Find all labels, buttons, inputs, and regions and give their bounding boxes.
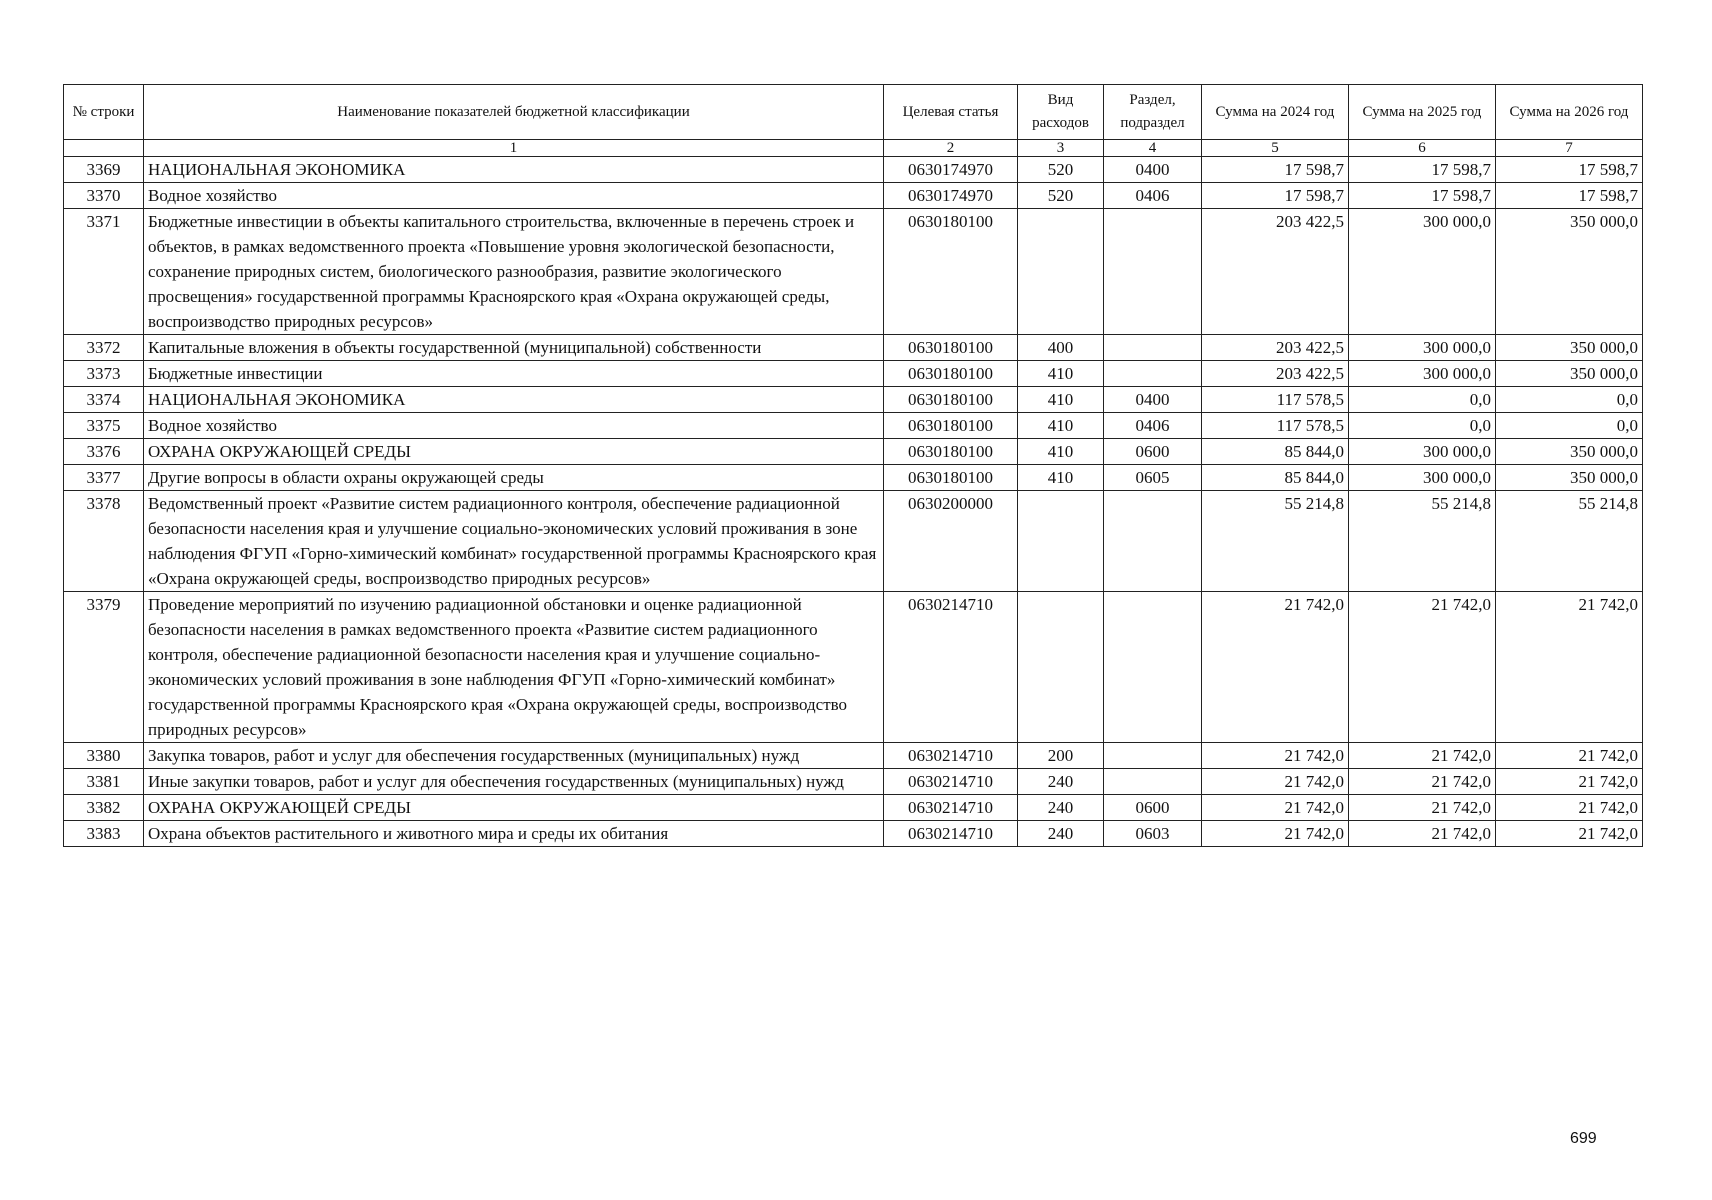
sum-2024-cell: 17 598,7: [1202, 157, 1349, 183]
row-name-cell: ОХРАНА ОКРУЖАЮЩЕЙ СРЕДЫ: [144, 439, 884, 465]
expense-type-cell: 410: [1018, 387, 1104, 413]
row-number-cell: 3378: [64, 491, 144, 592]
header-name: Наименование показателей бюджетной классификации: [144, 85, 884, 140]
sum-2026-cell: 21 742,0: [1496, 592, 1643, 743]
table-row: [64, 439, 1643, 465]
section-cell: [1104, 592, 1202, 743]
row-name-cell: Водное хозяйство: [144, 413, 884, 439]
section-cell: [1104, 209, 1202, 335]
sum-2025-cell: 21 742,0: [1349, 592, 1496, 743]
section-cell: [1104, 335, 1202, 361]
sum-2025-cell: 17 598,7: [1349, 183, 1496, 209]
row-name-cell: Охрана объектов растительного и животного мира и среды их обитания: [144, 821, 884, 847]
budget-table: [63, 84, 1643, 847]
row-name-cell: Ведомственный проект «Развитие систем радиационного контроля, обеспечение радиационной безопасности населения края и улучшение социально-экономических условий проживания в зоне наблюдения ФГУП «Горно-химический комбинат» государственной программы Красноярского края «Охрана окружающей среды, воспроизводство природных ресурсов»: [144, 491, 884, 592]
row-name-cell: Водное хозяйство: [144, 183, 884, 209]
table-row: [64, 795, 1643, 821]
sum-2026-cell: 350 000,0: [1496, 209, 1643, 335]
sum-2024-cell: 17 598,7: [1202, 183, 1349, 209]
sum-2024-cell: 117 578,5: [1202, 387, 1349, 413]
target-article-cell: 0630214710: [884, 795, 1018, 821]
sum-2025-cell: 300 000,0: [1349, 465, 1496, 491]
sum-2024-cell: 21 742,0: [1202, 592, 1349, 743]
row-number-cell: 3377: [64, 465, 144, 491]
column-number: 6: [1349, 140, 1496, 157]
sum-2025-cell: 0,0: [1349, 387, 1496, 413]
section-cell: 0406: [1104, 413, 1202, 439]
row-name-cell: Другие вопросы в области охраны окружающей среды: [144, 465, 884, 491]
sum-2026-cell: 0,0: [1496, 387, 1643, 413]
section-cell: [1104, 743, 1202, 769]
expense-type-cell: 200: [1018, 743, 1104, 769]
sum-2024-cell: 85 844,0: [1202, 439, 1349, 465]
expense-type-cell: 240: [1018, 821, 1104, 847]
section-cell: 0400: [1104, 157, 1202, 183]
sum-2026-cell: 21 742,0: [1496, 821, 1643, 847]
sum-2026-cell: 21 742,0: [1496, 795, 1643, 821]
target-article-cell: 0630214710: [884, 592, 1018, 743]
row-name-cell: НАЦИОНАЛЬНАЯ ЭКОНОМИКА: [144, 387, 884, 413]
row-number-cell: 3372: [64, 335, 144, 361]
table-row: [64, 183, 1643, 209]
target-article-cell: 0630214710: [884, 743, 1018, 769]
row-name-cell: Проведение мероприятий по изучению радиационной обстановки и оценке радиационной безопасности населения в рамках ведомственного проекта «Развитие систем радиационного контроля, обеспечение радиационной безопасности населения края и улучшение социально-экономических условий проживания в зоне наблюдения ФГУП «Горно-химический комбинат» государственной программы Красноярского края «Охрана окружающей среды, воспроизводство природных ресурсов»: [144, 592, 884, 743]
header-row: [64, 85, 1643, 140]
target-article-cell: 0630180100: [884, 361, 1018, 387]
expense-type-cell: 410: [1018, 465, 1104, 491]
section-cell: 0400: [1104, 387, 1202, 413]
expense-type-cell: 520: [1018, 183, 1104, 209]
target-article-cell: 0630180100: [884, 209, 1018, 335]
header-section: Раздел, подраздел: [1104, 85, 1202, 140]
table-row: [64, 335, 1643, 361]
section-cell: 0603: [1104, 821, 1202, 847]
row-name-cell: Бюджетные инвестиции в объекты капитального строительства, включенные в перечень строек и объектов, в рамках ведомственного проекта «Повышение уровня экологической безопасности, сохранение природных систем, биологического разнообразия, развитие экологического просвещения» государственной программы Красноярского края «Охрана окружающей среды, воспроизводство природных ресурсов»: [144, 209, 884, 335]
header-expense-type: Вид расходов: [1018, 85, 1104, 140]
table-row: [64, 769, 1643, 795]
target-article-cell: 0630200000: [884, 491, 1018, 592]
row-number-cell: 3370: [64, 183, 144, 209]
row-name-cell: Капитальные вложения в объекты государственной (муниципальной) собственности: [144, 335, 884, 361]
row-name-cell: Закупка товаров, работ и услуг для обеспечения государственных (муниципальных) нужд: [144, 743, 884, 769]
column-number: 2: [884, 140, 1018, 157]
sum-2025-cell: 55 214,8: [1349, 491, 1496, 592]
row-number-cell: 3371: [64, 209, 144, 335]
expense-type-cell: [1018, 592, 1104, 743]
row-number-cell: 3379: [64, 592, 144, 743]
table-row: [64, 387, 1643, 413]
sum-2025-cell: 17 598,7: [1349, 157, 1496, 183]
sum-2026-cell: 55 214,8: [1496, 491, 1643, 592]
sum-2026-cell: 0,0: [1496, 413, 1643, 439]
table-row: [64, 821, 1643, 847]
column-number: 7: [1496, 140, 1643, 157]
table-row: [64, 157, 1643, 183]
table-row: [64, 465, 1643, 491]
expense-type-cell: 400: [1018, 335, 1104, 361]
expense-type-cell: 240: [1018, 795, 1104, 821]
target-article-cell: 0630174970: [884, 183, 1018, 209]
column-number-blank: [64, 140, 144, 157]
sum-2026-cell: 17 598,7: [1496, 157, 1643, 183]
sum-2025-cell: 21 742,0: [1349, 795, 1496, 821]
sum-2024-cell: 117 578,5: [1202, 413, 1349, 439]
sum-2024-cell: 21 742,0: [1202, 795, 1349, 821]
row-number-cell: 3375: [64, 413, 144, 439]
row-name-cell: НАЦИОНАЛЬНАЯ ЭКОНОМИКА: [144, 157, 884, 183]
section-cell: 0600: [1104, 439, 1202, 465]
page-number: 699: [1570, 1130, 1597, 1147]
sum-2025-cell: 21 742,0: [1349, 769, 1496, 795]
expense-type-cell: 520: [1018, 157, 1104, 183]
sum-2024-cell: 21 742,0: [1202, 821, 1349, 847]
target-article-cell: 0630180100: [884, 413, 1018, 439]
sum-2026-cell: 350 000,0: [1496, 361, 1643, 387]
row-name-cell: Иные закупки товаров, работ и услуг для обеспечения государственных (муниципальных) нужд: [144, 769, 884, 795]
sum-2026-cell: 21 742,0: [1496, 743, 1643, 769]
sum-2026-cell: 350 000,0: [1496, 465, 1643, 491]
section-cell: [1104, 361, 1202, 387]
table-body: [64, 157, 1643, 847]
target-article-cell: 0630174970: [884, 157, 1018, 183]
sum-2024-cell: 85 844,0: [1202, 465, 1349, 491]
row-number-cell: 3381: [64, 769, 144, 795]
expense-type-cell: 410: [1018, 413, 1104, 439]
table-row: [64, 592, 1643, 743]
sum-2025-cell: 0,0: [1349, 413, 1496, 439]
table-header: [64, 85, 1643, 157]
table-row: [64, 491, 1643, 592]
table-row: [64, 413, 1643, 439]
section-cell: 0605: [1104, 465, 1202, 491]
row-number-cell: 3380: [64, 743, 144, 769]
header-sum-2024: Сумма на 2024 год: [1202, 85, 1349, 140]
row-number-cell: 3374: [64, 387, 144, 413]
table-row: [64, 743, 1643, 769]
sum-2025-cell: 21 742,0: [1349, 821, 1496, 847]
sum-2025-cell: 300 000,0: [1349, 361, 1496, 387]
target-article-cell: 0630180100: [884, 387, 1018, 413]
target-article-cell: 0630180100: [884, 335, 1018, 361]
header-sum-2025: Сумма на 2025 год: [1349, 85, 1496, 140]
expense-type-cell: 410: [1018, 439, 1104, 465]
target-article-cell: 0630180100: [884, 439, 1018, 465]
sum-2025-cell: 300 000,0: [1349, 439, 1496, 465]
expense-type-cell: 410: [1018, 361, 1104, 387]
column-number: 1: [144, 140, 884, 157]
row-number-cell: 3383: [64, 821, 144, 847]
sum-2026-cell: 350 000,0: [1496, 335, 1643, 361]
target-article-cell: 0630214710: [884, 769, 1018, 795]
sum-2025-cell: 300 000,0: [1349, 335, 1496, 361]
row-number-cell: 3373: [64, 361, 144, 387]
target-article-cell: 0630180100: [884, 465, 1018, 491]
header-row-no: № строки: [64, 85, 144, 140]
section-cell: [1104, 491, 1202, 592]
row-number-cell: 3382: [64, 795, 144, 821]
sum-2025-cell: 300 000,0: [1349, 209, 1496, 335]
column-number: 4: [1104, 140, 1202, 157]
row-number-cell: 3376: [64, 439, 144, 465]
table-row: [64, 209, 1643, 335]
sum-2024-cell: 203 422,5: [1202, 209, 1349, 335]
sum-2024-cell: 203 422,5: [1202, 361, 1349, 387]
column-number-row: [64, 140, 1643, 157]
sum-2026-cell: 21 742,0: [1496, 769, 1643, 795]
row-name-cell: Бюджетные инвестиции: [144, 361, 884, 387]
target-article-cell: 0630214710: [884, 821, 1018, 847]
row-number-cell: 3369: [64, 157, 144, 183]
header-target-article: Целевая статья: [884, 85, 1018, 140]
sum-2024-cell: 21 742,0: [1202, 743, 1349, 769]
expense-type-cell: [1018, 491, 1104, 592]
expense-type-cell: 240: [1018, 769, 1104, 795]
column-number: 5: [1202, 140, 1349, 157]
sum-2024-cell: 21 742,0: [1202, 769, 1349, 795]
sum-2024-cell: 203 422,5: [1202, 335, 1349, 361]
sum-2026-cell: 17 598,7: [1496, 183, 1643, 209]
section-cell: [1104, 769, 1202, 795]
sum-2025-cell: 21 742,0: [1349, 743, 1496, 769]
sum-2024-cell: 55 214,8: [1202, 491, 1349, 592]
header-sum-2026: Сумма на 2026 год: [1496, 85, 1643, 140]
expense-type-cell: [1018, 209, 1104, 335]
table-row: [64, 361, 1643, 387]
column-number: 3: [1018, 140, 1104, 157]
row-name-cell: ОХРАНА ОКРУЖАЮЩЕЙ СРЕДЫ: [144, 795, 884, 821]
section-cell: 0600: [1104, 795, 1202, 821]
section-cell: 0406: [1104, 183, 1202, 209]
sum-2026-cell: 350 000,0: [1496, 439, 1643, 465]
